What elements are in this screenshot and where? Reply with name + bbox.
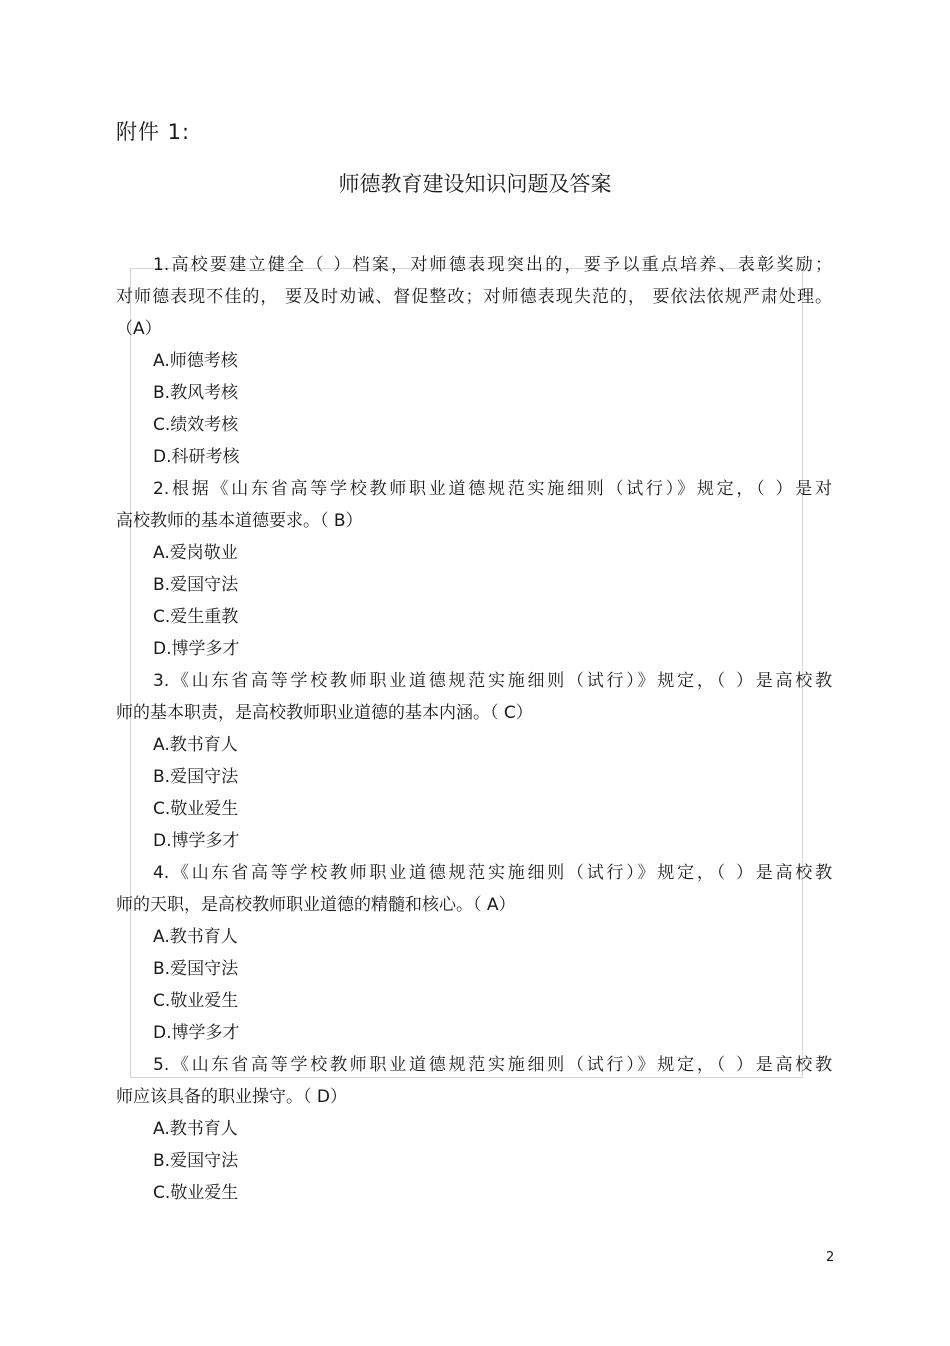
page-number: 2 <box>826 1250 835 1265</box>
question-text: 高校教师的基本道德要求。（ B） <box>116 511 363 531</box>
option-a: A.师德考核 <box>153 351 238 371</box>
question-4 <box>116 857 832 1049</box>
option-c: C.敬业爱生 <box>153 1183 239 1203</box>
option-a: A.爱岗敬业 <box>153 543 238 563</box>
question-text: 5.《山东省高等学校教师职业道德规范实施细则（试行）》规定，（ ）是高校教 <box>153 1055 832 1075</box>
question-2 <box>116 473 832 665</box>
question-list <box>116 249 832 1209</box>
option-b: B.爱国守法 <box>153 575 239 595</box>
question-text: 3.《山东省高等学校教师职业道德规范实施细则（试行）》规定，（ ）是高校教 <box>153 671 832 691</box>
question-text: 对师德表现不佳的， 要及时劝诫、督促整改；对师德表现失范的， 要依法依规严肃处理。 <box>116 287 832 307</box>
option-a: A.教书育人 <box>153 927 238 947</box>
question-5 <box>116 1049 832 1209</box>
question-answer: （A） <box>116 319 162 339</box>
option-b: B.爱国守法 <box>153 1151 239 1171</box>
question-text: 师应该具备的职业操守。（ D） <box>116 1087 347 1107</box>
option-c: C.爱生重教 <box>153 607 239 627</box>
option-c: C.敬业爱生 <box>153 799 239 819</box>
question-text: 1.高校要建立健全（ ）档案，对师德表现突出的，要予以重点培养、表彰奖励； <box>153 255 832 275</box>
option-a: A.教书育人 <box>153 735 238 755</box>
question-1 <box>116 249 832 473</box>
option-c: C.敬业爱生 <box>153 991 239 1011</box>
option-b: B.教风考核 <box>153 383 239 403</box>
question-text: 2.根据《山东省高等学校教师职业道德规范实施细则（试行）》规定，（ ）是对 <box>153 479 832 499</box>
option-d: D.博学多才 <box>153 831 240 851</box>
question-text: 4.《山东省高等学校教师职业道德规范实施细则（试行）》规定，（ ）是高校教 <box>153 863 832 883</box>
option-d: D.博学多才 <box>153 1023 240 1043</box>
question-text: 师的天职，是高校教师职业道德的精髓和核心。（ A） <box>116 895 516 915</box>
question-text: 师的基本职责，是高校教师职业道德的基本内涵。（ C） <box>116 703 533 723</box>
option-d: D.博学多才 <box>153 639 240 659</box>
option-b: B.爱国守法 <box>153 767 239 787</box>
option-b: B.爱国守法 <box>153 959 239 979</box>
document-title: 师德教育建设知识问题及答案 <box>338 172 612 196</box>
option-d: D.科研考核 <box>153 447 240 467</box>
attachment-label: 附件 1: <box>116 120 191 144</box>
question-3 <box>116 665 832 857</box>
option-a: A.教书育人 <box>153 1119 238 1139</box>
option-c: C.绩效考核 <box>153 415 239 435</box>
